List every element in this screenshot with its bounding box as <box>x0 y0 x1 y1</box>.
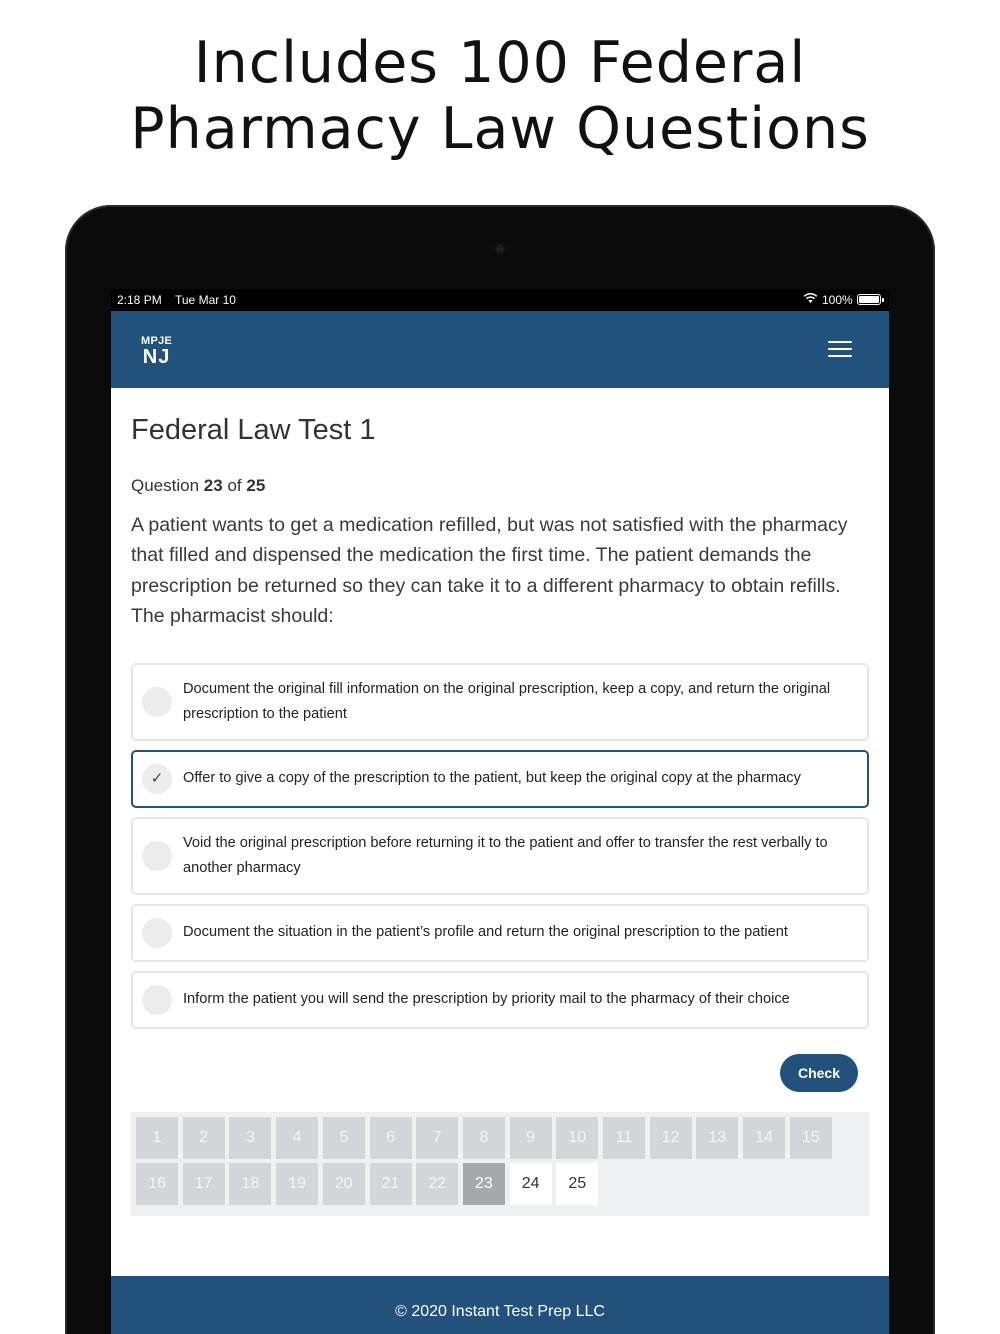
page-title: Federal Law Test 1 <box>131 414 376 446</box>
question-nav-button[interactable]: 5 <box>323 1117 365 1159</box>
headline-line-1: Includes 100 Federal <box>193 30 807 96</box>
question-nav-button[interactable]: 1 <box>136 1117 178 1159</box>
check-button[interactable]: Check <box>780 1054 858 1092</box>
question-nav-button[interactable]: 19 <box>276 1163 318 1205</box>
promo-headline <box>0 30 1000 162</box>
question-nav-button[interactable]: 9 <box>510 1117 552 1159</box>
wifi-icon <box>803 292 818 307</box>
camera-icon <box>494 243 506 255</box>
checkmark-icon[interactable]: ✓ <box>142 764 172 794</box>
question-nav-button[interactable]: 22 <box>416 1163 458 1205</box>
answer-option[interactable] <box>131 663 869 741</box>
logo-top-text: MPJE <box>141 335 173 347</box>
status-date: Tue Mar 10 <box>175 293 236 307</box>
answer-option[interactable] <box>131 971 869 1029</box>
answer-text: Offer to give a copy of the prescription to the patient, but keep the original copy at the pharmacy <box>183 770 801 786</box>
battery-icon <box>857 294 881 305</box>
question-nav-button[interactable]: 13 <box>696 1117 738 1159</box>
headline-line-2: Pharmacy Law Questions <box>130 96 870 162</box>
hamburger-menu-icon[interactable] <box>828 341 852 361</box>
question-total: 25 <box>246 476 266 495</box>
question-nav-button[interactable]: 14 <box>743 1117 785 1159</box>
question-nav-button[interactable]: 24 <box>510 1163 552 1205</box>
question-nav-button[interactable]: 7 <box>416 1117 458 1159</box>
question-nav-button[interactable]: 18 <box>229 1163 271 1205</box>
answer-option[interactable] <box>131 817 869 895</box>
question-nav-button[interactable]: 2 <box>183 1117 225 1159</box>
question-nav-button[interactable]: 20 <box>323 1163 365 1205</box>
radio-empty-icon[interactable] <box>142 687 172 717</box>
status-time: 2:18 PM <box>117 293 162 307</box>
question-nav-button[interactable]: 25 <box>556 1163 598 1205</box>
radio-empty-icon[interactable] <box>142 918 172 948</box>
question-nav-button[interactable]: 10 <box>556 1117 598 1159</box>
app-screen <box>111 289 889 1334</box>
question-nav-button[interactable]: 4 <box>276 1117 318 1159</box>
question-nav-button[interactable]: 17 <box>183 1163 225 1205</box>
app-navbar <box>111 311 889 388</box>
question-nav-button[interactable]: 23 <box>463 1163 505 1205</box>
footer-copyright: © 2020 Instant Test Prep LLC <box>111 1276 889 1334</box>
radio-empty-icon[interactable] <box>142 985 172 1015</box>
of-label: of <box>227 476 242 495</box>
radio-empty-icon[interactable] <box>142 841 172 871</box>
answer-text: Inform the patient you will send the prescription by priority mail to the pharmacy of their choice <box>183 991 790 1007</box>
answer-option[interactable] <box>131 904 869 962</box>
question-nav-button[interactable]: 21 <box>370 1163 412 1205</box>
battery-percentage: 100% <box>822 293 853 307</box>
answer-text: Document the original fill information on the original prescription, keep a copy, and return the original prescription to the patient <box>183 681 831 722</box>
answer-text: Document the situation in the patient’s profile and return the original prescription to the patient <box>183 924 788 940</box>
question-nav-button[interactable]: 12 <box>650 1117 692 1159</box>
logo-bottom-text: NJ <box>142 346 171 368</box>
question-label: Question <box>131 476 200 495</box>
question-nav-button[interactable]: 16 <box>136 1163 178 1205</box>
answer-text: Void the original prescription before returning it to the patient and offer to transfer the rest verbally to another pharmacy <box>183 835 828 876</box>
question-navigator <box>131 1112 869 1216</box>
app-logo[interactable] <box>141 336 172 367</box>
status-bar <box>111 289 889 311</box>
question-nav-button[interactable]: 8 <box>463 1117 505 1159</box>
question-text: A patient wants to get a medication refilled, but was not satisfied with the pharmacy that filled and dispensed the medication the first time. The patient demands the prescription be returned so they can take it to a different pharmacy to obtain refills. The pharmacist should: <box>131 514 848 627</box>
question-nav-button[interactable]: 3 <box>229 1117 271 1159</box>
question-nav-button[interactable]: 15 <box>790 1117 832 1159</box>
question-nav-button[interactable]: 11 <box>603 1117 645 1159</box>
question-nav-button[interactable]: 6 <box>370 1117 412 1159</box>
question-number: 23 <box>203 476 223 495</box>
answer-option-selected[interactable] <box>131 750 869 808</box>
question-counter <box>131 476 265 496</box>
